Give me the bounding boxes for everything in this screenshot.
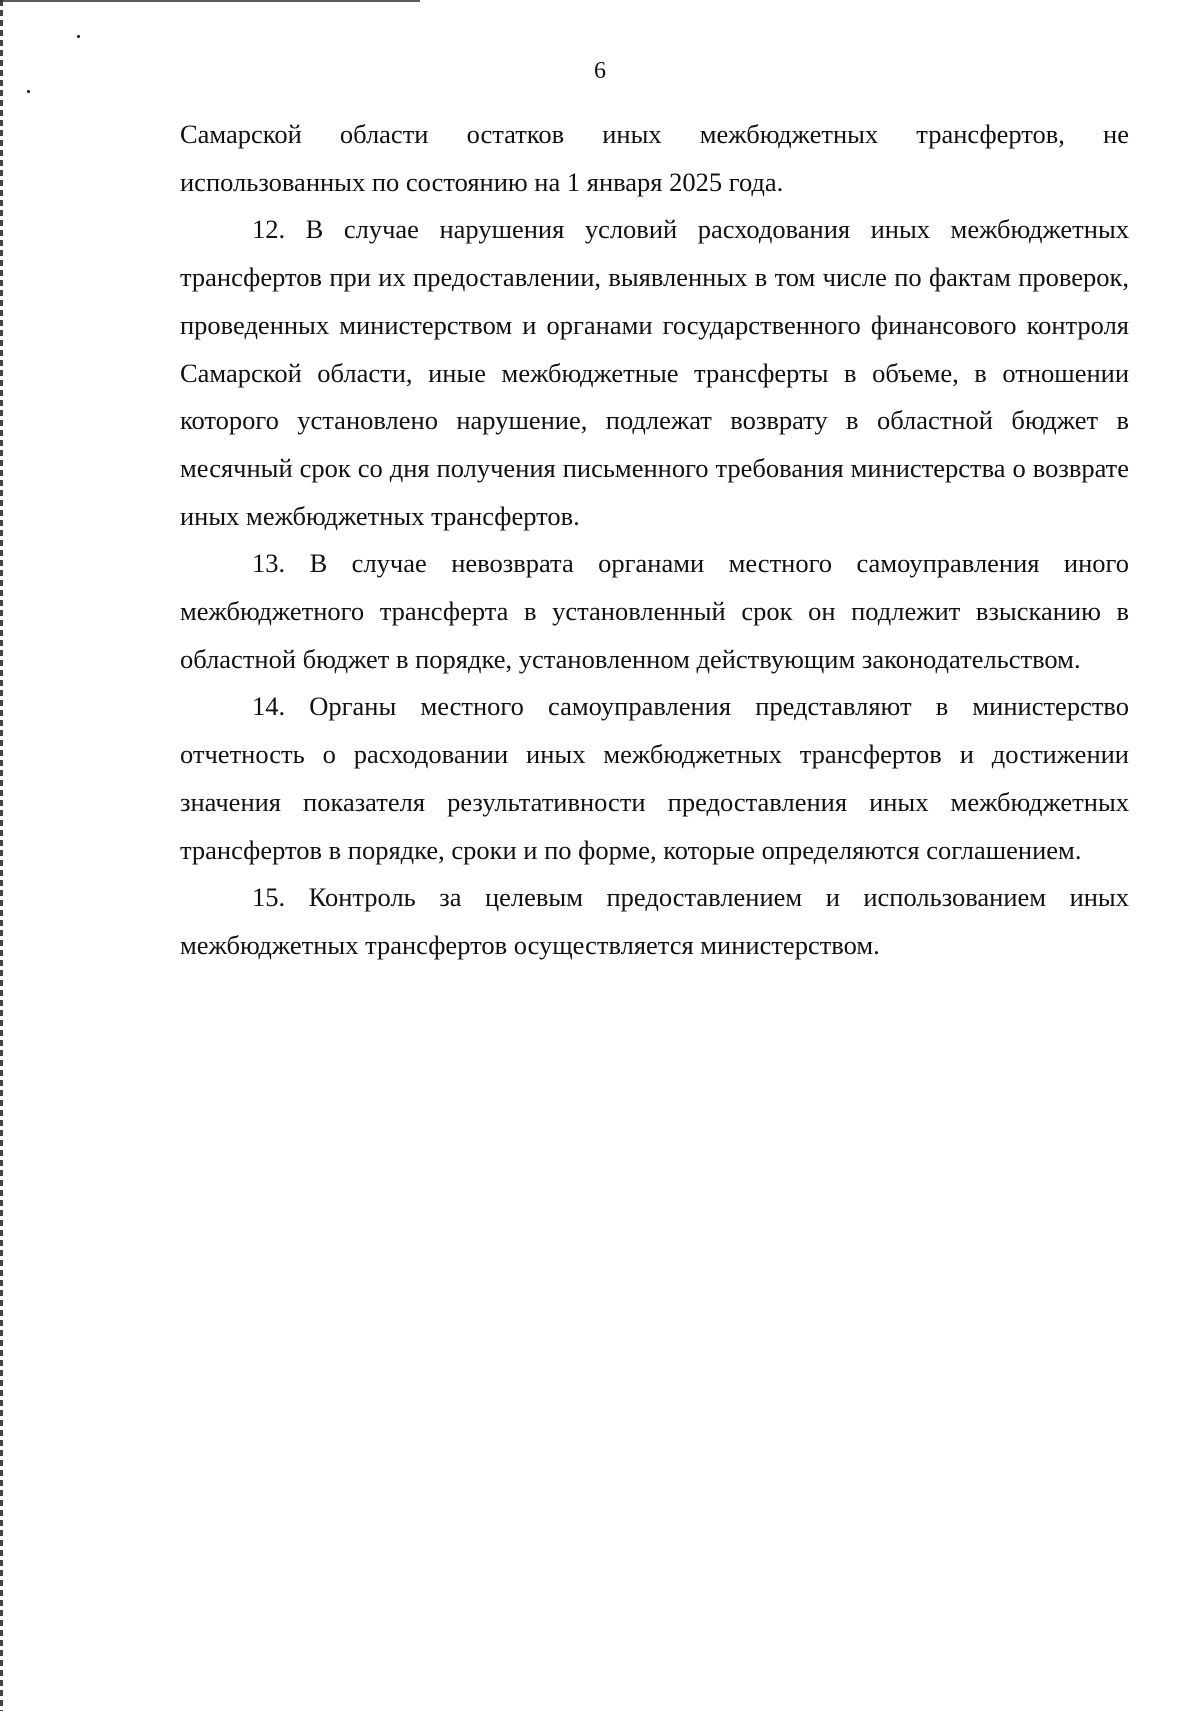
scan-speck	[77, 35, 80, 38]
paragraph-13: 13. В случае невозврата органами местного самоуправления иного межбюджетного трансферта в установленный срок он подлежит взысканию в областной бюджет в порядке, установленном действующим законодательством.	[180, 548, 1129, 674]
scan-speck	[27, 90, 30, 93]
paragraph-14: 14. Органы местного самоуправления представляют в министерство отчетность о расходовании иных межбюджетных трансфертов и достижении значения показателя результативности предоставления иных межбюджетных трансфертов в порядке, сроки и по форме, которые определяются соглашением.	[180, 691, 1129, 865]
paragraph-continuation: Самарской области остатков иных межбюджетных трансфертов, не использованных по состоянию на 1 января 2025 года.	[180, 119, 1129, 197]
page-number: 6	[594, 58, 606, 84]
paragraph-12: 12. В случае нарушения условий расходования иных межбюджетных трансфертов при их предоставлении, выявленных в том числе по фактам проверок, проведенных министерством и органами государственного финансового контроля Самарской области, иные межбюджетные трансферты в объеме, в отношении которого установлено нарушение, подлежат возврату в областной бюджет в месячный срок со дня получения письменного требования министерства о возврате иных межбюджетных трансфертов.	[180, 214, 1129, 531]
document-body	[180, 111, 1129, 970]
paragraph-15: 15. Контроль за целевым предоставлением и использованием иных межбюджетных трансфертов осуществляется министерством.	[180, 882, 1129, 960]
scan-edge-top	[0, 0, 420, 2]
scan-edge-left	[0, 0, 3, 1711]
